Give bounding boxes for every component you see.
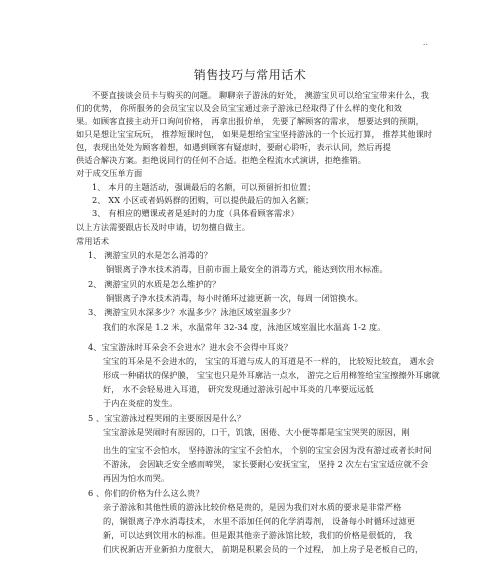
- faq-question: 6 、你们的价格为什么这么贵？: [88, 488, 204, 498]
- faq-answer: 的，铜银离子净水消毒技术， 水里不添加任何的化学消毒剂， 设备每小时循环过滤更: [103, 516, 416, 526]
- faq-question: 2、 澳游宝贝的水质是怎么维护的？: [88, 279, 221, 289]
- faq-answer: 宝宝的耳朵是不会进水的， 宝宝的耳道与成人的耳道是不一样的， 比较短比较直， 遇水会: [103, 356, 435, 366]
- faq-answer: 亲子游泳和其他性质的游泳比较价格是贵的，是因为我们对水质的要求是非常严格: [103, 502, 402, 512]
- intro-line: 们的优势， 你所服务的会员宝宝以及会员宝宝通过亲子游泳已经取得了什么样的变化和效: [76, 103, 402, 113]
- promo-item: 1、 本月的主题活动，强调最后的名额，可以预留折扣位置；: [92, 182, 316, 192]
- faq-question: 3、 澳游宝贝水深多少？水温多少？泳池区域室温多少？: [88, 307, 295, 317]
- faq-answer: 宝宝游泳是哭闹时有原因的，口干，饥饿，困倦、大小便等都是宝宝哭哭的原因，刚: [103, 427, 410, 437]
- faq-answer: 铜银离子净水技术消毒，目前市面上最安全的消毒方式，能达到饮用水标准。: [106, 264, 388, 274]
- faq-answer: 铜银离子净水技术消毒，每小时循环过滤更新一次，每周一闭馆换水。: [106, 293, 363, 303]
- faq-answer: 不游泳， 会因缺乏安全感而啼哭， 家长要耐心安抚宝宝， 坚持 2 次左右宝宝适应就不会: [103, 459, 429, 469]
- intro-line: 不要直接谈会员卡与购买的问题。 聊聊亲子游泳的好处， 澳游宝贝可以给宝宝带来什么，我: [92, 90, 429, 100]
- intro-line: 果。如顾客直接主动开口询问价格， 再拿出报价单， 先要了解顾客的需求， 想要达到的预期，: [76, 116, 424, 126]
- faq-answer: 好， 水不会轻易进入耳道， 研究发现通过游泳引起中耳炎的几率要远远低: [103, 384, 374, 394]
- intro-line: 供适合解决方案。拒绝说同行的任何不合适。拒绝全程流水式演讲，拒绝推销。: [76, 155, 367, 165]
- document-title: 销售技巧与常用话术: [193, 68, 307, 82]
- faq-answer: 我们的水深是 1.2 米，水温常年 32-34 度，泳池区域室温比水温高 1-2 度。: [103, 322, 386, 332]
- faq-answer: 们庆祝新店开业新拍力度很大， 前期是积累会员的一个过程， 加上房子是老板自己的，: [103, 544, 424, 554]
- intro-line: 如只是想让宝宝玩玩， 推荐短课时包， 如果是想给宝宝坚持游泳的一个长远打算， 推荐其他课时: [76, 129, 433, 139]
- corner-mark: ..: [422, 38, 428, 47]
- promo-item: 2、 XX 小区或者妈妈群的团购，可以提供最后的加入名额；: [92, 195, 314, 205]
- section-heading-promo: 对于成交压单方面: [76, 168, 143, 178]
- faq-question: 5 、宝宝游泳过程哭闹的主要原因是什么？: [88, 413, 246, 423]
- faq-answer: 新，可以达到饮用水的标准。但是跟其他亲子游泳馆比较，我们的价格是很低的， 我: [103, 530, 413, 540]
- faq-question: 4、宝宝游泳时耳朵会不会进水？进水会不会得中耳炎？: [88, 342, 293, 352]
- section-heading-faq: 常用话术: [76, 236, 110, 246]
- promo-note: 以上方法需要跟店长及时申请，切勿擅自做主。: [76, 222, 251, 232]
- faq-answer: 再因为怕水而哭。: [103, 473, 170, 483]
- faq-answer: 形成一种硝状的保护膜， 宝宝也只是外耳廓沾一点水， 游完之后用棉签给宝宝擦擦外耳廓就: [103, 370, 440, 380]
- faq-answer: 出生的宝宝不会怕水， 坚持游泳的宝宝不会怕水， 个别的宝宝会因为没有游过或者长时间: [103, 445, 432, 455]
- faq-answer: 于内在炎症的发生。: [103, 398, 178, 408]
- intro-line: 包，表现出处处为顾客着想，如遇到顾客有疑虑时，要耐心聆听，表示认同，然后再提: [76, 142, 391, 152]
- promo-item: 3、 有相应的赠课或者是延时的力度（具体看顾客需求）: [92, 208, 299, 218]
- faq-question: 1、 澳游宝贝的水是怎么消毒的？: [88, 250, 213, 260]
